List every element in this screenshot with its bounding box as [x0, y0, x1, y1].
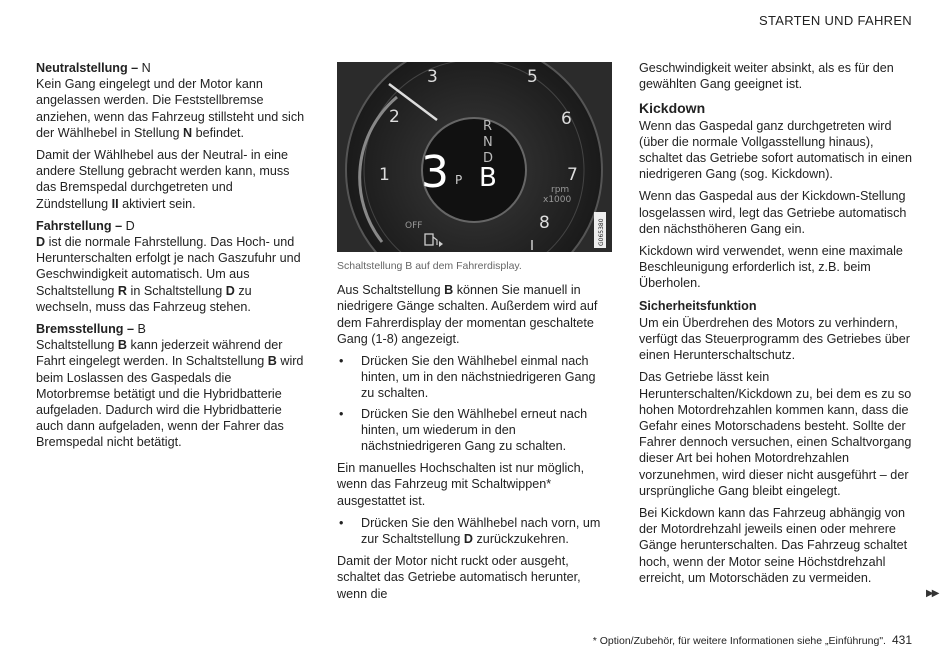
- selected-gear: B: [479, 163, 497, 193]
- paragraph: Das Getriebe lässt kein Herunterschalten/Kickdown zu, bei dem es zu so hohen Motordrehzahlen kommen kann, dass die Gefahr eines Motorschadens besteht. Sollte der Fahrer dennoch versuchen, einen Schaltvorgang dieser Art bei hohen Motordrehzahlen vorzunehmen, wird dieser nicht ausgeführt – der ursprüngliche Gang bleibt eingelegt.: [639, 370, 912, 498]
- tick-label: 3: [427, 67, 438, 87]
- driver-display-figure: [337, 62, 612, 252]
- gear-r: R: [483, 119, 493, 134]
- continue-arrows-icon: ▶▶: [926, 588, 938, 599]
- off-label: OFF: [405, 221, 423, 231]
- footer: [593, 633, 912, 647]
- paragraph: Damit der Wählhebel aus der Neutral- in eine andere Stellung gebracht werden kann, muss das Bremspedal durchgetreten und Zündstellung II aktiviert sein.: [36, 148, 290, 211]
- page-number: 431: [891, 633, 912, 647]
- paragraph: Geschwindigkeit weiter absinkt, als es für den gewählten Gang geeignet ist.: [639, 61, 894, 92]
- current-gear: 3: [421, 147, 449, 198]
- paragraph: Wenn das Gaspedal ganz durchgetreten wird (über die normale Vollgasstellung hinaus), schaltet das Getriebe sofort automatisch in einen niedrigeren Gang (sog. Kickdown).: [639, 118, 913, 182]
- paragraph: Wenn das Gaspedal aus der Kickdown-Stellung losgelassen wird, legt das Getriebe automatisch den nächsthöheren Gang ein.: [639, 189, 907, 236]
- mode-letter: P: [455, 173, 463, 187]
- image-code: G065380: [598, 218, 605, 246]
- list-item: • Drücken Sie den Wählhebel einmal nach hinten, um in den nächstniedrigeren Gang zu schalten.: [339, 354, 596, 401]
- rpm-label: rpm: [551, 185, 570, 195]
- tick-label: 5: [527, 67, 538, 87]
- bullet-list: [337, 515, 612, 547]
- figure-caption: Schaltstellung B auf dem Fahrerdisplay.: [337, 260, 522, 272]
- column-left: [36, 60, 308, 457]
- heading-safety: Sicherheitsfunktion: [639, 298, 757, 313]
- footnote: * Option/Zubehör, für weitere Informationen siehe „Einführung".: [592, 635, 886, 647]
- heading-kickdown: Kickdown: [639, 100, 706, 117]
- gear-n: N: [483, 135, 493, 150]
- section-title-neutral: Neutralstellung – N: [36, 61, 151, 75]
- paragraph: Bei Kickdown kann das Fahrzeug abhängig von der Motordrehzahl jeweils einen oder mehrere Gänge herunterschalten. Das Fahrzeug schaltet hoch, wenn der Motor seine Höchstdrehzahl erreicht, um Motorschäden zu vermeiden.: [639, 506, 908, 585]
- column-right: [639, 60, 914, 592]
- gear-d: D: [483, 151, 494, 166]
- tick-label: 2: [389, 107, 400, 127]
- section-title-brake: Bremsstellung – B: [36, 322, 146, 337]
- tick-label: 8: [539, 213, 550, 233]
- paragraph: Um ein Überdrehen des Motors zu verhindern, verfügt das Steuerprogramm des Getriebes über einen Herunterschaltschutz.: [639, 315, 910, 363]
- tick-label: 7: [567, 165, 578, 185]
- bullet-list: [337, 353, 612, 454]
- tick-label: 1: [379, 165, 390, 185]
- paragraph: Kein Gang eingelegt und der Motor kann angelassen werden. Die Feststellbremse anziehen, wenn das Fahrzeug stillsteht und sich der Wählhebel in Stellung N befindet.: [36, 77, 305, 140]
- paragraph: Ein manuelles Hochschalten ist nur möglich, wenn das Fahrzeug mit Schaltwippen* ausgestattet ist.: [337, 461, 585, 508]
- list-item: • Drücken Sie den Wählhebel nach vorn, um zur Schaltstellung D zurückzukehren.: [339, 515, 601, 547]
- paragraph: Damit der Motor nicht ruckt oder ausgeht, schaltet das Getriebe automatisch herunter, wenn die: [337, 554, 581, 601]
- section-title-drive: Fahrstellung – D: [36, 218, 135, 233]
- running-header: STARTEN UND FAHREN: [759, 13, 912, 28]
- list-item: • Drücken Sie den Wählhebel erneut nach hinten, um wiederum in den nächstniedrigeren Gang zu schalten.: [339, 406, 588, 454]
- rpm-unit: x1000: [543, 195, 572, 205]
- tick-label: 6: [561, 109, 572, 129]
- instrument-cluster-graphic: [337, 62, 612, 252]
- paragraph: Aus Schaltstellung B können Sie manuell in niedrigere Gänge schalten. Außerdem wird auf dem Fahrerdisplay der momentan geschaltete Gang (1-8) angezeigt.: [337, 283, 598, 346]
- paragraph: Kickdown wird verwendet, wenn eine maximale Beschleunigung erforderlich ist, z.B. beim Überholen.: [639, 244, 903, 291]
- paragraph: Schaltstellung B kann jederzeit während der Fahrt eingelegt werden. In Schaltstellung B wird beim Loslassen des Gaspedals die Motorbremse betätigt und die Hybridbatterie aufgeladen. Dadurch wird die Hybridbatterie auch dann aufgeladen, wenn der Fahrer das Bremspedal nicht betätigt.: [36, 338, 304, 450]
- column-middle: [337, 60, 612, 608]
- paragraph: D ist die normale Fahrstellung. Das Hoch- und Herunterschalten erfolgt je nach Gaszufuhr und Geschwindigkeit automatisch. Um aus Schaltstellung R in Schaltstellung D zu wechseln, muss das Fahrzeug stehen.: [36, 235, 301, 314]
